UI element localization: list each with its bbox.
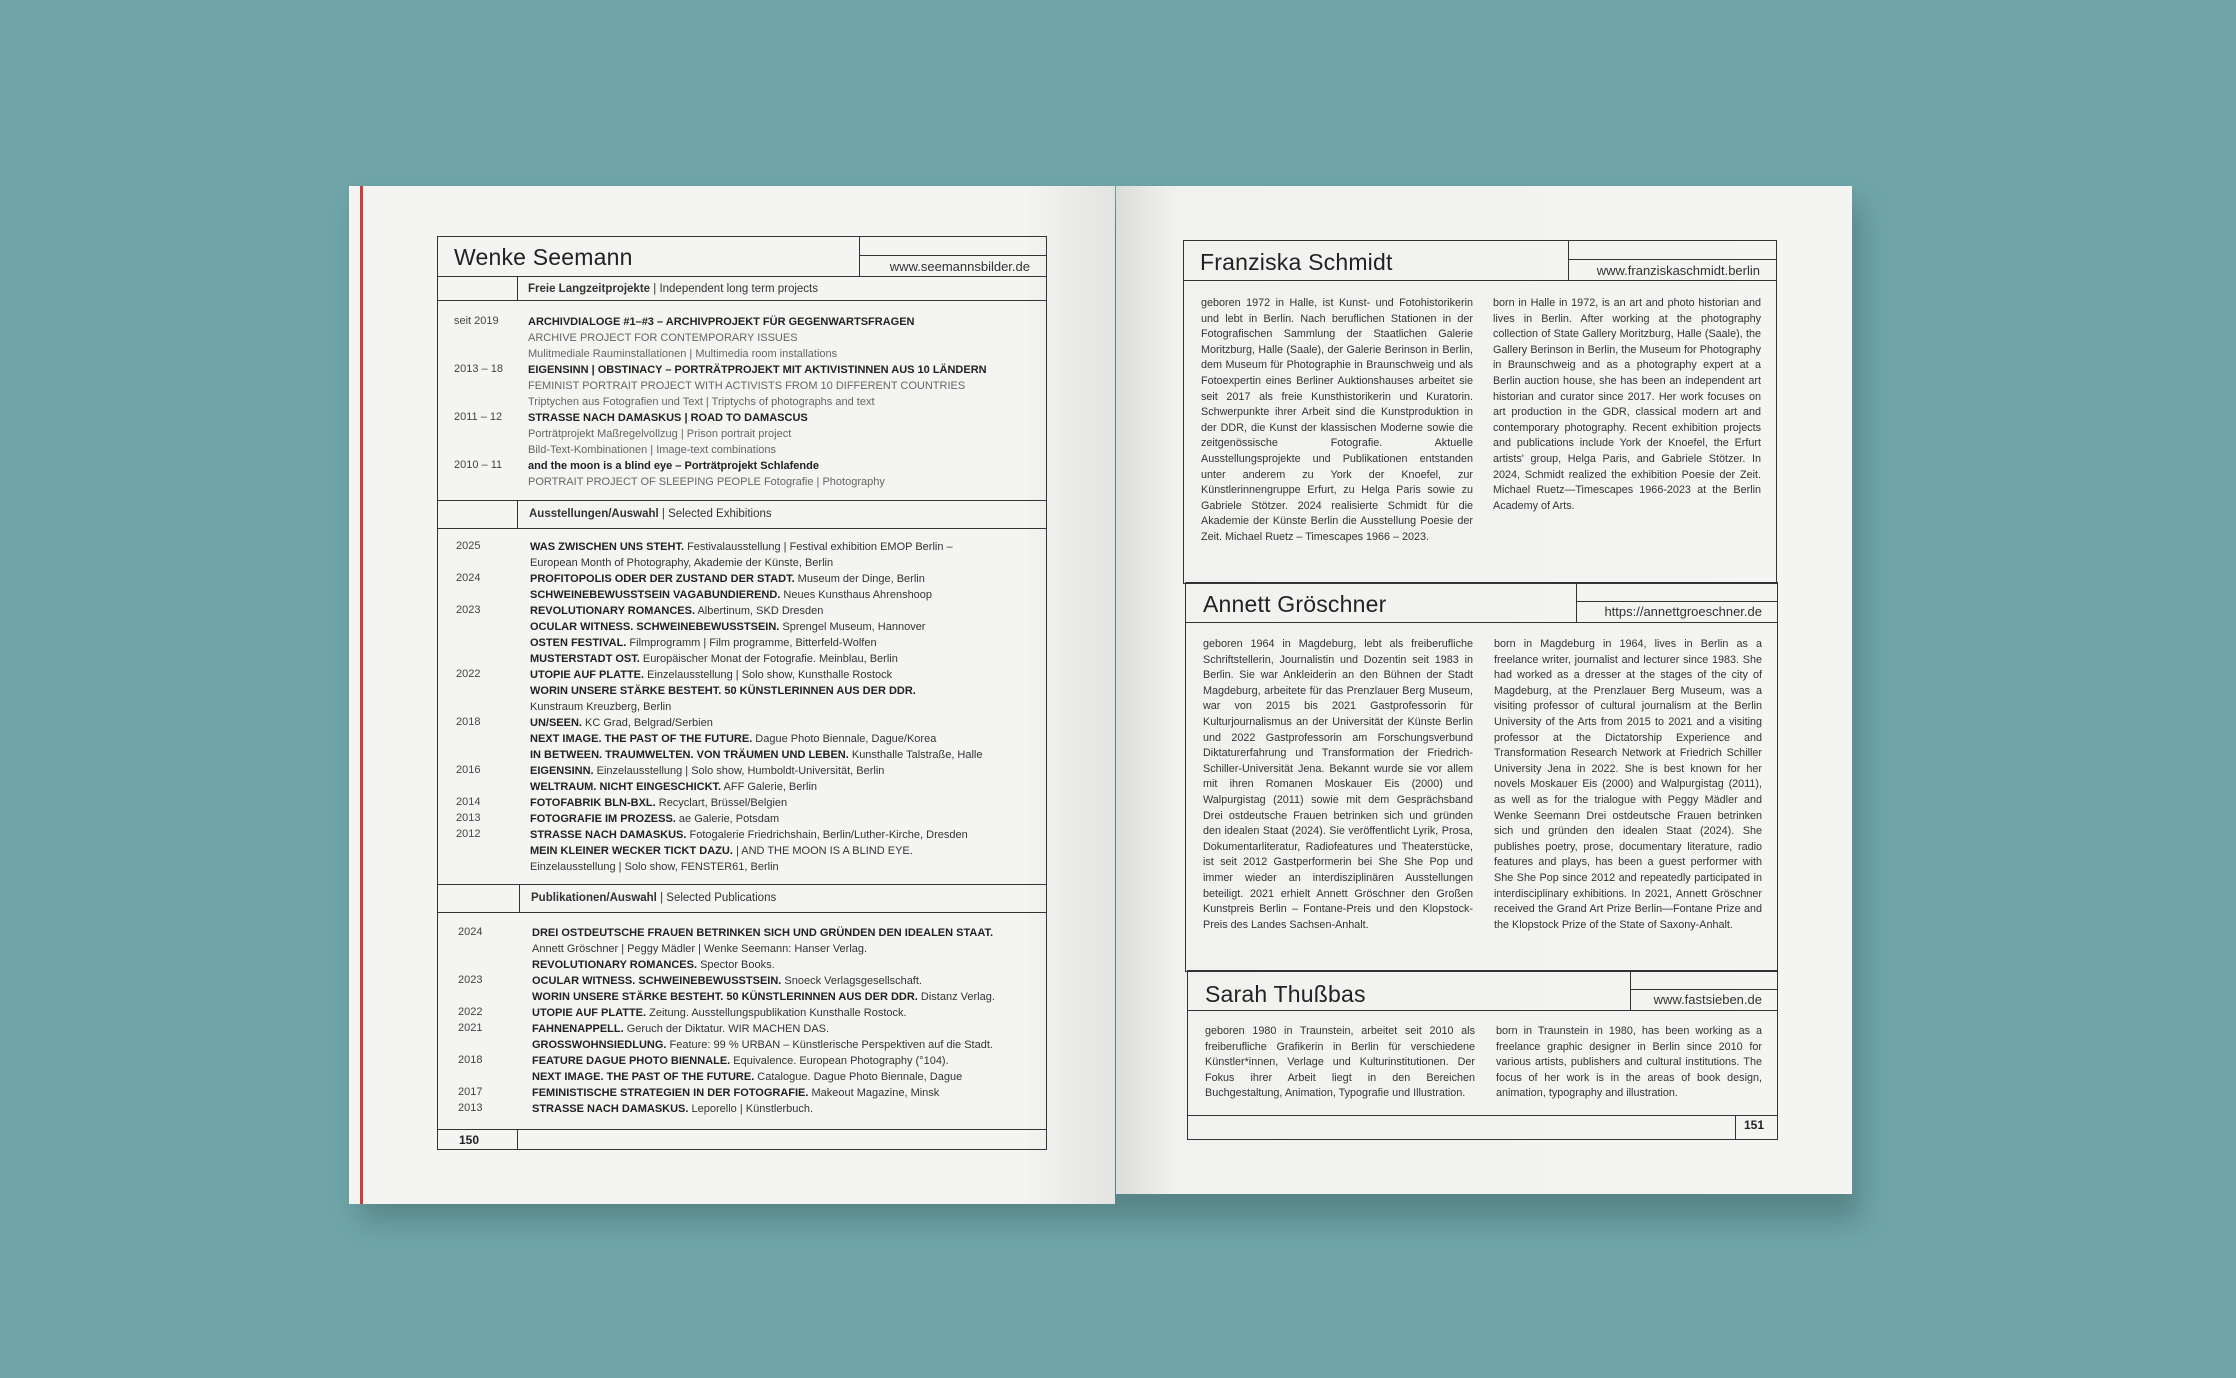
entry-details: KC Grad, Belgrad/Serbien (581, 717, 713, 729)
project-line: ARCHIVE PROJECT FOR CONTEMPORARY ISSUES (528, 332, 798, 344)
entry-title: MUSTERSTADT OST. (530, 653, 640, 665)
entry-details: Snoeck Verlagsgesellschaft. (781, 975, 922, 987)
entry-details: Catalogue. Dague Photo Biennale, Dague (754, 1071, 963, 1083)
entry-title: STRASSE NACH DAMASKUS. (532, 1103, 689, 1115)
section-heading-projects: Freie Langzeitprojekte | Independent long term projects (528, 283, 818, 295)
entry-details: Europäischer Monat der Fotografie. Meinblau, Berlin (639, 653, 898, 665)
entry-details: Spector Books. (697, 959, 775, 971)
entry-title: REVOLUTIONARY ROMANCES. (532, 959, 698, 971)
project-line: ARCHIVDIALOGE #1–#3 – ARCHIVPROJEKT FÜR GEGENWARTSFRAGEN (528, 316, 915, 328)
entry-details: Kunstraum Kreuzberg, Berlin (530, 701, 672, 713)
exhibition-line (530, 779, 817, 795)
year-label: 2012 (456, 828, 481, 840)
entry-title: WORIN UNSERE STÄRKE BESTEHT. 50 KÜNSTLERINNEN AUS DER DDR. (532, 991, 918, 1003)
exhibition-line (530, 811, 779, 827)
entry-title: FEMINISTISCHE STRATEGIEN IN DER FOTOGRAFIE. (532, 1087, 809, 1099)
exhibition-line (530, 763, 884, 779)
year-label: 2021 (458, 1022, 483, 1034)
entry-title: WORIN UNSERE STÄRKE BESTEHT. 50 KÜNSTLERINNEN AUS DER DDR. (530, 685, 916, 697)
publication-line (532, 989, 995, 1005)
year-label: 2018 (456, 716, 481, 728)
project-line: FEMINIST PORTRAIT PROJECT WITH ACTIVISTS FROM 10 DIFFERENT COUNTRIES (528, 380, 966, 392)
entry-details: Makeout Magazine, Minsk (808, 1087, 940, 1099)
page-edge-stripe (360, 186, 363, 1204)
publication-line (532, 1069, 962, 1085)
entry-title: NEXT IMAGE. THE PAST OF THE FUTURE. (532, 1071, 755, 1083)
exhibition-line (530, 843, 913, 859)
year-label: 2010 – 11 (454, 459, 503, 471)
artist-url: www.seemannsbilder.de (889, 259, 1030, 274)
exhibition-line (530, 731, 936, 747)
exhibition-line (530, 651, 898, 667)
exhibition-line (530, 683, 916, 699)
artist-name: Franziska Schmidt (1200, 249, 1393, 275)
publication-line (532, 1005, 907, 1021)
entry-details: AFF Galerie, Berlin (721, 781, 818, 793)
entry-details: Filmprogramm | Film programme, Bitterfeld-Wolfen (626, 637, 877, 649)
entry-title: WELTRAUM. NICHT EINGESCHICKT. (530, 781, 722, 793)
year-label: 2011 – 12 (454, 411, 503, 423)
section-heading-exhibitions: Ausstellungen/Auswahl | Selected Exhibitions (529, 508, 772, 520)
entry-title: GROSSWOHNSIEDLUNG. (532, 1039, 667, 1051)
exhibition-line (530, 587, 932, 603)
artist-url: https://annettgroeschner.de (1604, 604, 1762, 619)
year-label: 2016 (456, 764, 481, 776)
entry-title: SCHWEINEBEWUSSTSEIN VAGABUNDIEREND. (530, 589, 781, 601)
project-line: Mulitmediale Rauminstallationen | Multimedia room installations (528, 348, 838, 360)
artist-url: www.franziskaschmidt.berlin (1596, 263, 1760, 278)
year-label: 2023 (458, 974, 483, 986)
entry-details: Einzelausstellung | Solo show, FENSTER61, Berlin (530, 861, 779, 873)
publication-line (532, 1021, 829, 1037)
year-label: 2017 (458, 1086, 483, 1098)
section-heading-publications: Publikationen/Auswahl | Selected Publications (531, 892, 777, 904)
bio-english: born in Magdeburg in 1964, lives in Berlin as a freelance writer, journalist and lecturer since 1983. She had worked as a dresser at the stages of the city of Magdeburg, at the Prenzlauer Berg Museum, was a visiting professor of cultural journalism at the Berlin University of the Arts from 2015 to 2021 and a visiting professor at the Dictatorship Experience and Transformation Research Network at Friedrich Schiller University Jena in 2022. She is best known for her novels Moskauer Eis (2000) and Walpurgistag (2011), as well as for the trialogue with Peggy Mädler and Wenke Seemann Drei ostdeutsche Frauen betrinken sich und gründen den idealen Staat (2024). She publishes poetry, prose, documentary literature, radio features and plays, has been a guest performer with She She Pop since 2012 and repeatedly participated in interdisciplinary exhibitions. In 2021, Annett Gröschner received the Grand Art Prize Berlin—Fontane Prize and the Klopstock Prize of the State of Saxony-Anhalt. (1494, 638, 1762, 931)
exhibition-line (530, 555, 833, 571)
entry-details: Festivalausstellung | Festival exhibition EMOP Berlin – (684, 541, 953, 553)
project-line: Triptychen aus Fotografien und Text | Triptychs of photographs and text (528, 396, 875, 408)
project-line: EIGENSINN | OBSTINACY – PORTRÄTPROJEKT MIT AKTIVISTINNEN AUS 10 LÄNDERN (528, 364, 987, 376)
artist-name: Annett Gröschner (1203, 591, 1387, 617)
exhibition-line (530, 571, 925, 587)
entry-title: REVOLUTIONARY ROMANCES. (530, 605, 696, 617)
publication-line (532, 1053, 949, 1069)
publication-line (532, 957, 775, 973)
entry-title: EIGENSINN. (530, 765, 594, 777)
exhibition-line (530, 859, 779, 875)
page-number-right: 151 (1744, 1118, 1765, 1132)
exhibition-line (530, 795, 787, 811)
entry-title: OCULAR WITNESS. SCHWEINEBEWUSSTSEIN. (532, 975, 782, 987)
entry-title: PROFITOPOLIS ODER DER ZUSTAND DER STADT. (530, 573, 795, 585)
entry-details: Neues Kunsthaus Ahrenshoop (780, 589, 933, 601)
entry-title: DREI OSTDEUTSCHE FRAUEN BETRINKEN SICH UND GRÜNDEN DEN IDEALEN STAAT. (532, 927, 994, 939)
page-number-left: 150 (459, 1133, 480, 1147)
entry-details: Kunsthalle Talstraße, Halle (848, 749, 983, 761)
year-label: 2013 – 18 (454, 363, 503, 375)
entry-title: OCULAR WITNESS. SCHWEINEBEWUSSTSEIN. (530, 621, 780, 633)
year-label: 2023 (456, 604, 481, 616)
entry-title: FOTOGRAFIE IM PROZESS. (530, 813, 676, 825)
entry-details: Einzelausstellung | Solo show, Kunsthalle Rostock (644, 669, 893, 681)
year-label: 2024 (456, 572, 481, 584)
entry-details: Leporello | Künstlerbuch. (688, 1103, 814, 1115)
entry-title: UTOPIE AUF PLATTE. (532, 1007, 647, 1019)
project-line: Porträtprojekt Maßregelvollzug | Prison portrait project (528, 428, 792, 440)
year-label: 2025 (456, 540, 481, 552)
entry-details: Zeitung. Ausstellungspublikation Kunsthalle Rostock. (646, 1007, 907, 1019)
year-label: 2013 (456, 812, 481, 824)
year-label: 2024 (458, 926, 483, 938)
project-line: Bild-Text-Kombinationen | Image-text combinations (528, 444, 777, 456)
artist-name: Wenke Seemann (454, 244, 633, 270)
year-label: 2014 (456, 796, 481, 808)
exhibition-line (530, 827, 968, 843)
exhibition-line (530, 603, 823, 619)
entry-title: MEIN KLEINER WECKER TICKT DAZU. (530, 845, 733, 857)
bio-german: geboren 1972 in Halle, ist Kunst- und Fotohistorikerin und lebt in Berlin. Nach beruflichen Stationen in der Fotografischen Sammlung der Staatlichen Galerie Moritzburg, Halle (Saale), der Galerie Berinson in Berlin, dem Museum für Photographie in Braunschweig und als Fotoexpertin eines Berliner Auktionshauses arbeitet sie seit 2017 als freie Kunsthistorikerin und Kuratorin. Schwerpunkte ihrer Arbeit sind die Kunstproduktion in der DDR, die Kunst der klassischen Moderne sowie die zeitgenössische Fotografie. Aktuelle Ausstellungsprojekte und Publikationen entstanden unter anderem zu York der Knoefel, zur Künstlerinnengruppe Erfurt, zu Helga Paris sowie zu Gabriele Stötzer. 2024 realisierte Schmidt für die Akademie der Künste Berlin die Ausstellung Poesie der Zeit. Michael Ruetz – Timescapes 1966 – 2023. (1201, 297, 1473, 543)
entry-details: Albertinum, SKD Dresden (695, 605, 824, 617)
entry-title: UTOPIE AUF PLATTE. (530, 669, 645, 681)
bio-english: born in Halle in 1972, is an art and photo historian and lives in Berlin. After working at the photography collection of State Gallery Moritzburg, Halle (Saale), the Gallery Berinson in Berlin, the Museum for Photography in Braunschweig and as a photography expert at a Berlin auction house, she has been an independent art historian and curator since 2017. Her work focuses on art production in the GDR, classical modern art and contemporary photography. Recent exhibition projects and publications include York der Knoefel, the Erfurt artists' group, Helga Paris, and Gabriele Stötzer. In 2024, Schmidt realized the exhibition Poesie der Zeit. Michael Ruetz—Timescapes 1966-2023 at the Berlin Academy of Arts. (1493, 297, 1761, 512)
entry-title: NEXT IMAGE. THE PAST OF THE FUTURE. (530, 733, 753, 745)
entry-details: Feature: 99 % URBAN – Künstlerische Perspektiven auf die Stadt. (666, 1039, 993, 1051)
exhibition-line (530, 619, 925, 635)
entry-details: Annett Gröschner | Peggy Mädler | Wenke Seemann: Hanser Verlag. (532, 943, 868, 955)
entry-title: FOTOFABRIK BLN-BXL. (530, 797, 656, 809)
bio-english: born in Traunstein in 1980, has been working as a freelance graphic designer in Berlin since 2010 for various artists, publishers and cultural institutions. The focus of her work is in the areas of book design, animation, typography and illustration. (1496, 1025, 1762, 1100)
year-label: 2022 (458, 1006, 483, 1018)
year-label: 2018 (458, 1054, 483, 1066)
entry-details: Einzelausstellung | Solo show, Humboldt-Universität, Berlin (593, 765, 885, 777)
project-line: PORTRAIT PROJECT OF SLEEPING PEOPLE Fotografie | Photography (528, 476, 885, 488)
bio-german: geboren 1964 in Magdeburg, lebt als freiberufliche Schriftstellerin, Journalistin und Dozentin seit 1983 in Berlin. Sie war Ankleiderin an den Bühnen der Stadt Magdeburg, arbeitete für das Prenzlauer Berg Museum, war von 2015 bis 2021 Gastprofessorin für Kulturjournalismus an der Universität der Künste Berlin und 2022 Gastprofessorin am Forschungsverbund Diktaturerfahrung und Transformation der Friedrich-Schiller-Universität Jena. Bekannt wurde sie vor allem mit ihren Romanen Moskauer Eis (2000) und Walpurgistag (2011) sowie mit dem Gesprächsband Drei ostdeutsche Frauen betrinken sich und gründen den idealen Staat (2024). Sie veröffentlicht Lyrik, Prosa, Dokumentarliteratur, Radiofeatures und Theaterstücke, ist seit 2012 Gastperformerin bei She She Pop und immer wieder an interdisziplinären Ausstellungen beteiligt. 2021 erhielt Annett Gröschner den Großen Kunstpreis Berlin – Fontane-Preis und den Klopstock-Preis des Landes Sachsen-Anhalt. (1203, 638, 1473, 931)
publication-line (532, 973, 922, 989)
publication-line (532, 1085, 939, 1101)
entry-title: WAS ZWISCHEN UNS STEHT. (530, 541, 685, 553)
exhibition-line (530, 699, 671, 715)
entry-title: FAHNENAPPELL. (532, 1023, 624, 1035)
entry-title: FEATURE DAGUE PHOTO BIENNALE. (532, 1055, 731, 1067)
exhibition-line (530, 747, 983, 763)
year-label: seit 2019 (454, 315, 499, 327)
exhibition-line (530, 635, 877, 651)
entry-details: Museum der Dinge, Berlin (794, 573, 925, 585)
entry-title: IN BETWEEN. TRAUMWELTEN. VON TRÄUMEN UND LEBEN. (530, 749, 849, 761)
entry-details: Equivalence. European Photography (°104). (730, 1055, 949, 1067)
publication-line (532, 1101, 813, 1117)
year-label: 2022 (456, 668, 481, 680)
entry-details: Sprengel Museum, Hannover (779, 621, 926, 633)
publication-line (532, 1037, 993, 1053)
exhibition-line (530, 539, 953, 555)
exhibition-line (530, 715, 713, 731)
entry-details: Recyclart, Brüssel/Belgien (655, 797, 788, 809)
entry-details: Geruch der Diktatur. WIR MACHEN DAS. (623, 1023, 830, 1035)
entry-details: Distanz Verlag. (917, 991, 995, 1003)
publication-line (532, 925, 993, 941)
exhibition-line (530, 667, 892, 683)
entry-title: STRASSE NACH DAMASKUS. (530, 829, 687, 841)
artist-url: www.fastsieben.de (1653, 992, 1762, 1007)
bio-german: geboren 1980 in Traunstein, arbeitet seit 2010 als freiberufliche Grafikerin in Berlin für verschiedene Künstler*innen, Verlage und Kulturinstitutionen. Der Fokus ihrer Arbeit liegt in den Bereichen Buchgestaltung, Animation, Typografie und Illustration. (1205, 1025, 1475, 1100)
entry-title: OSTEN FESTIVAL. (530, 637, 627, 649)
entry-details: Dague Photo Biennale, Dague/Korea (752, 733, 937, 745)
project-line: STRASSE NACH DAMASKUS | ROAD TO DAMASCUS (528, 412, 808, 424)
entry-details: European Month of Photography, Akademie der Künste, Berlin (530, 557, 834, 569)
entry-details: Fotogalerie Friedrichshain, Berlin/Luther-Kirche, Dresden (686, 829, 968, 841)
artist-name: Sarah Thußbas (1205, 981, 1366, 1007)
year-label: 2013 (458, 1102, 483, 1114)
entry-details: ae Galerie, Potsdam (675, 813, 780, 825)
publication-line (532, 941, 867, 957)
project-line: and the moon is a blind eye – Porträtprojekt Schlafende (528, 460, 819, 472)
entry-details: | AND THE MOON IS A BLIND EYE. (732, 845, 913, 857)
entry-title: UN/SEEN. (530, 717, 582, 729)
